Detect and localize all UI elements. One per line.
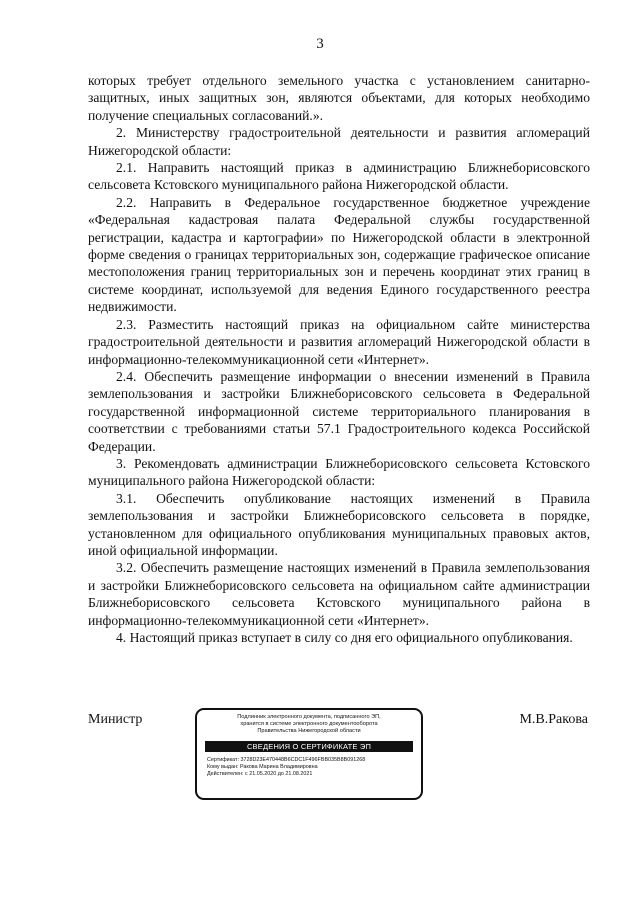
issued-to-value: Ракова Марина Владимировна xyxy=(239,764,318,771)
issued-to-label: Кому выдан: xyxy=(207,764,239,771)
certificate-row xyxy=(207,757,421,764)
validity-label: Действителен: xyxy=(207,771,244,778)
certificate-value: 3728D23E470448B6CDC1F496FBB035B8B091268 xyxy=(240,756,366,763)
stamp-header-line: Подлинник электронного документа, подписанного ЭП, xyxy=(237,714,381,720)
stamp-header-line: хранится в системе электронного документооборота xyxy=(240,721,378,728)
paragraph: 3.1. Обеспечить опубликование настоящих изменений в Правила землепользования и застройки Ближнеборисовского сельсовета в порядке, установленном для официального опубликования муниципальных правовых актов, иной официальной информации. xyxy=(88,490,590,558)
validity-row xyxy=(207,771,421,778)
paragraph: 2.2. Направить в Федеральное государственное бюджетное учреждение «Федеральная кадастровая палата Федеральной службы государственной регистрации, кадастра и картографии» по Нижегородской области в электронной форме сведения о границах территориальных зон, содержащие графическое описание местоположения границ территориальных зон и перечень координат этих границ в системе координат, используемой для ведения Единого государственного реестра недвижимости. xyxy=(88,194,590,315)
stamp-header-line: Правительства Нижегородской области xyxy=(257,728,361,735)
stamp-title: СВЕДЕНИЯ О СЕРТИФИКАТЕ ЭП xyxy=(205,741,413,752)
paragraph: 2.3. Разместить настоящий приказ на официальном сайте министерства градостроительной деятельности и развития агломераций Нижегородской области в информационно-телекоммуникационной сети «Интернет». xyxy=(88,316,590,367)
stamp-details xyxy=(197,757,421,779)
page-number: 3 xyxy=(316,36,324,52)
certificate-label: Сертификат: xyxy=(207,756,240,763)
paragraph: которых требует отдельного земельного участка с установлением санитарно-защитных, иных защитных зон, являются объектами, для которых необходимо получение специальных согласований.». xyxy=(88,73,590,123)
paragraph: 3.2. Обеспечить размещение настоящих изменений в Правила землепользования и застройки Ближнеборисовского сельсовета на официальном сайте администрации Ближнеборисовского сельсовета Кстовского муниципального района в информационно-телекоммуникационной сети «Интернет». xyxy=(88,560,590,628)
paragraph: 2.1. Направить настоящий приказ в администрацию Ближнеборисовского сельсовета Кстовского муниципального района Нижегородской области. xyxy=(88,160,590,193)
paragraph: 2. Министерству градостроительной деятельности и развития агломераций Нижегородской области: xyxy=(88,125,590,158)
signature-block xyxy=(0,708,640,818)
signer-position: Министр xyxy=(88,712,143,727)
validity-value: с 21.05.2020 до 21.08.2021 xyxy=(245,771,313,778)
electronic-signature-stamp xyxy=(195,708,423,800)
signer-name: М.В.Ракова xyxy=(519,712,588,727)
stamp-header xyxy=(197,714,421,736)
paragraph: 2.4. Обеспечить размещение информации о внесении изменений в Правила землепользования и застройки Ближнеборисовского сельсовета в Федеральной государственной информационной системе территориального планирования в соответствии с требованиями статьи 57.1 Градостроительного кодекса Российской Федерации. xyxy=(88,368,590,454)
document-body xyxy=(88,72,590,646)
paragraph: 3. Рекомендовать администрации Ближнеборисовского сельсовета Кстовского муниципального района Нижегородской области: xyxy=(88,455,590,489)
paragraph: 4. Настоящий приказ вступает в силу со дня его официального опубликования. xyxy=(116,630,573,645)
